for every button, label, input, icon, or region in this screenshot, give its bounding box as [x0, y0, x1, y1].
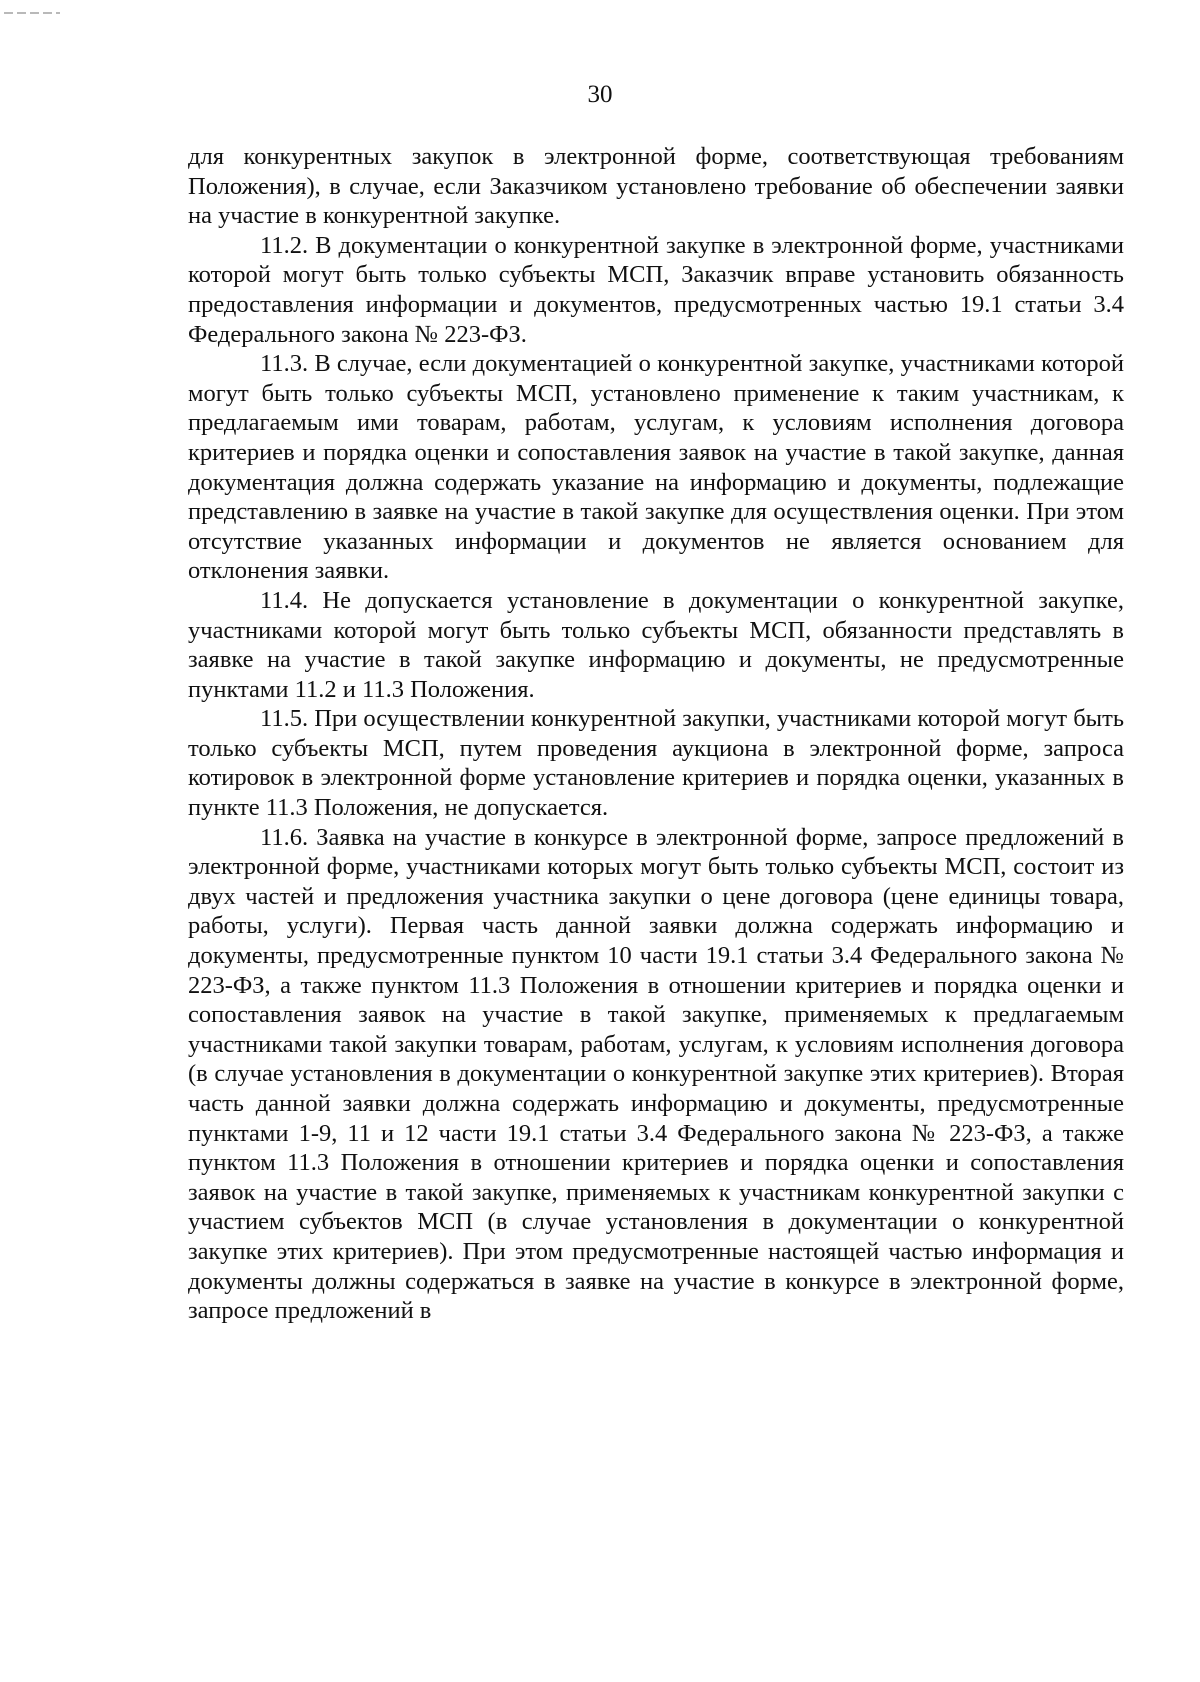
paragraph-11-3: 11.3. В случае, если документацией о конкурентной закупке, участниками которой могут быть только субъекты МСП, установлено применение к таким участникам, к предлагаемым ими товарам, работам, услугам, к условиям исполнения договора критериев и порядка оценки и сопоставления заявок на участие в такой закупке, данная документация должна содержать указание на информацию и документы, подлежащие представлению в заявке на участие в такой закупке для осуществления оценки. При этом отсутствие указанных информации и документов не является основанием для отклонения заявки.	[188, 350, 1124, 585]
scan-artifact-mark	[4, 12, 60, 14]
paragraph-continuation: для конкурентных закупок в электронной форме, соответствующая требованиям Положения), в случае, если Заказчиком установлено требование об обеспечении заявки на участие в конкурентной закупке.	[188, 143, 1124, 230]
paragraph-11-4: 11.4. Не допускается установление в документации о конкурентной закупке, участниками которой могут быть только субъекты МСП, обязанности представлять в заявке на участие в такой закупке информацию и документы, не предусмотренные пунктами 11.2 и 11.3 Положения.	[188, 586, 1124, 703]
document-body	[188, 142, 1124, 1326]
page-number: 30	[587, 81, 613, 108]
paragraph-11-5: 11.5. При осуществлении конкурентной закупки, участниками которой могут быть только субъекты МСП, путем проведения аукциона в электронной форме, запроса котировок в электронной форме установление критериев и порядка оценки, указанных в пункте 11.3 Положения, не допускается.	[188, 705, 1124, 822]
paragraph-11-2: 11.2. В документации о конкурентной закупке в электронной форме, участниками которой могут быть только субъекты МСП, Заказчик вправе установить обязанность предоставления информации и документов, предусмотренных частью 19.1 статьи 3.4 Федерального закона № 223-ФЗ.	[188, 231, 1124, 348]
paragraph-11-6: 11.6. Заявка на участие в конкурсе в электронной форме, запросе предложений в электронной форме, участниками которых могут быть только субъекты МСП, состоит из двух частей и предложения участника закупки о цене договора (цене единицы товара, работы, услуги). Первая часть данной заявки должна содержать информацию и документы, предусмотренные пунктом 10 части 19.1 статьи 3.4 Федерального закона № 223-ФЗ, а также пунктом 11.3 Положения в отношении критериев и порядка оценки и сопоставления заявок на участие в такой закупке, применяемых к предлагаемым участниками такой закупки товарам, работам, услугам, к условиям исполнения договора (в случае установления в документации о конкурентной закупке этих критериев). Вторая часть данной заявки должна содержать информацию и документы, предусмотренные пунктами 1-9, 11 и 12 части 19.1 статьи 3.4 Федерального закона № 223-ФЗ, а также пунктом 11.3 Положения в отношении критериев и порядка оценки и сопоставления заявок на участие в такой закупке, применяемых к участникам конкурентной закупки с участием субъектов МСП (в случае установления в документации о конкурентной закупке этих критериев). При этом предусмотренные настоящей частью информация и документы должны содержаться в заявке на участие в конкурсе в электронной форме, запросе предложений в	[188, 823, 1124, 1325]
